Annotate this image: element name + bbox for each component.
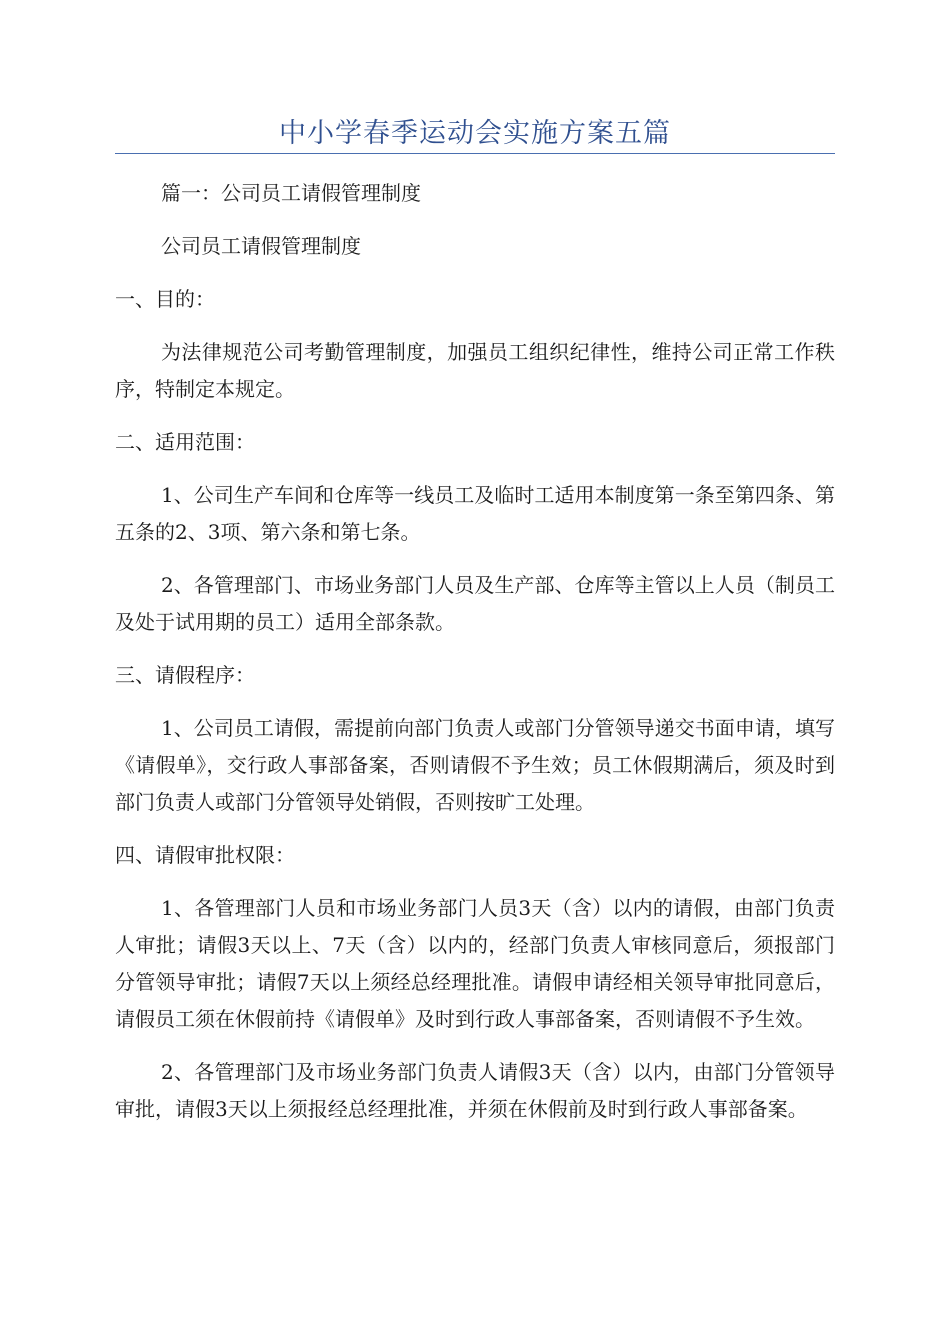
- paragraph-policy-title: 公司员工请假管理制度: [161, 234, 361, 258]
- paragraph-approval-1: 1、各管理部门人员和市场业务部门人员3天（含）以内的请假，由部门负责人审批；请假3天以上、7天（含）以内的，经部门负责人审核同意后，须报部门分管领导审批；请假7天以上须经总经理批准。请假申请经相关领导审批同意后，请假员工须在休假前持《请假单》及时到行政人事部备案，否则请假不予生效。: [115, 896, 835, 1031]
- paragraph-purpose: 为法律规范公司考勤管理制度，加强员工组织纪律性，维持公司正常工作秩序，特制定本规定。: [115, 340, 835, 401]
- section-heading-scope: 二、适用范围：: [115, 430, 255, 454]
- section-heading-purpose: 一、目的：: [115, 287, 215, 311]
- paragraph-part-one-heading: 篇一：公司员工请假管理制度: [161, 181, 421, 205]
- paragraph-procedure-1: 1、公司员工请假，需提前向部门负责人或部门分管领导递交书面申请，填写《请假单》，交行政人事部备案，否则请假不予生效；员工休假期满后，须及时到部门负责人或部门分管领导处销假，否则按旷工处理。: [115, 716, 835, 814]
- document-title: 中小学春季运动会实施方案五篇: [279, 118, 671, 149]
- paragraph-approval-2: 2、各管理部门及市场业务部门负责人请假3天（含）以内，由部门分管领导审批，请假3天以上须报经总经理批准，并须在休假前及时到行政人事部备案。: [115, 1060, 835, 1121]
- document-body: [115, 175, 835, 1144]
- section-heading-approval: 四、请假审批权限：: [115, 843, 295, 867]
- section-heading-procedure: 三、请假程序：: [115, 663, 255, 687]
- paragraph-scope-2: 2、各管理部门、市场业务部门人员及生产部、仓库等主管以上人员（制员工及处于试用期的员工）适用全部条款。: [115, 573, 835, 634]
- paragraph-scope-1: 1、公司生产车间和仓库等一线员工及临时工适用本制度第一条至第四条、第五条的2、3项、第六条和第七条。: [115, 483, 835, 544]
- title-underline: [115, 153, 835, 154]
